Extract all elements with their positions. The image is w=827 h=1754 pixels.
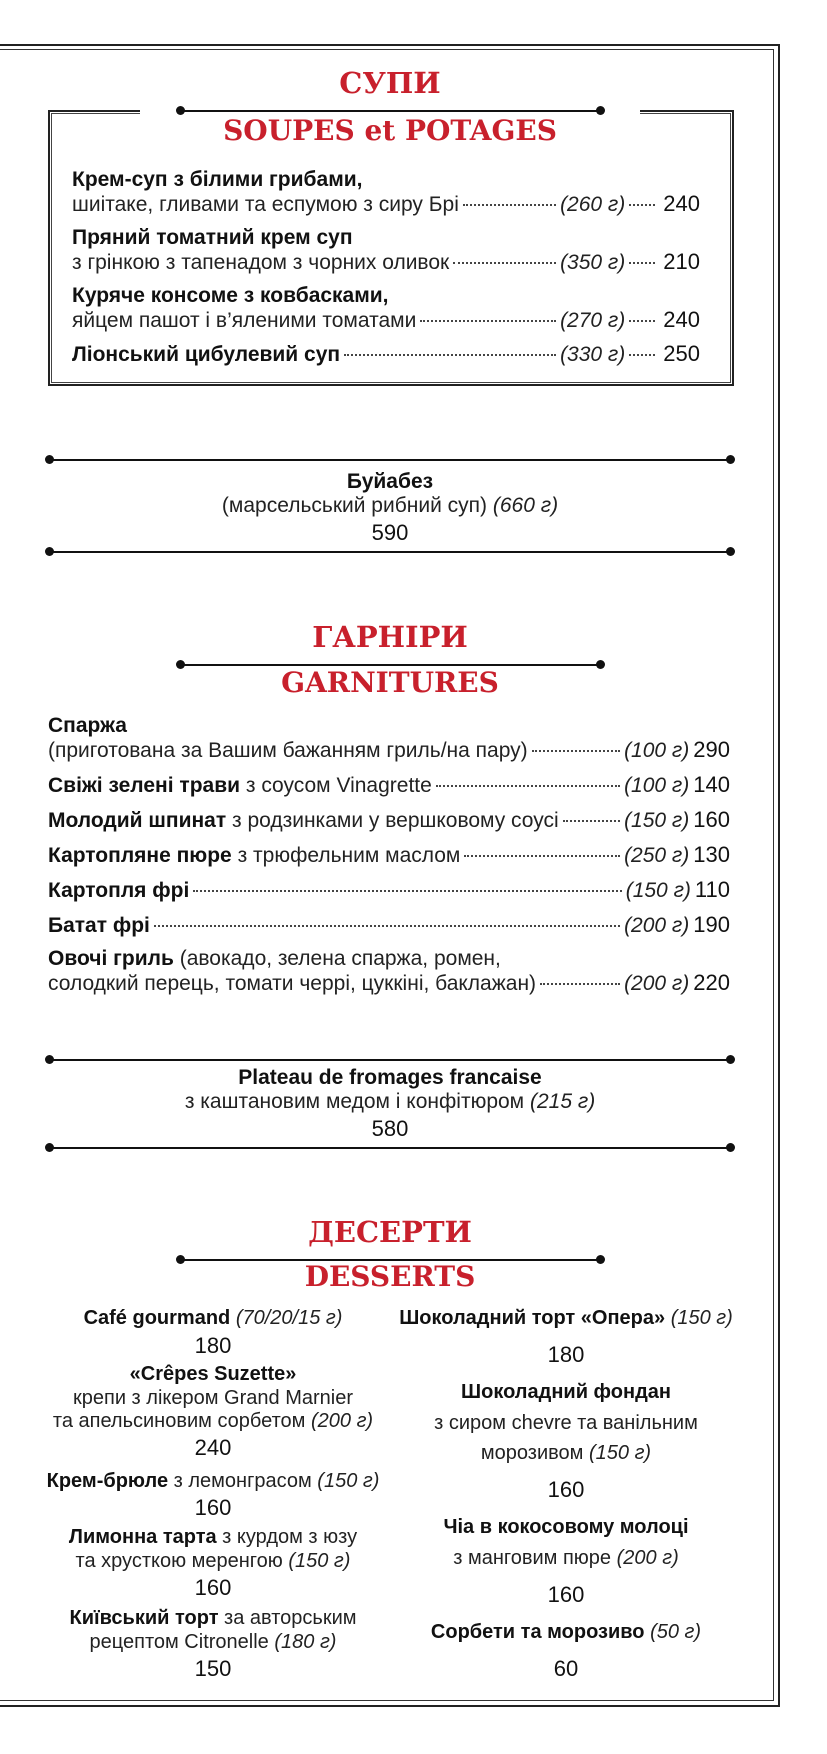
bouillabaisse-rule-bottom-dot-right — [726, 547, 735, 556]
cheese-rule-top — [48, 1059, 731, 1061]
garnish-item-weight: (200 г) — [624, 914, 690, 937]
dessert-item — [13, 1606, 413, 1630]
dessert-item — [376, 1306, 756, 1330]
garnish-item-desc: з родзинками у вершковому соусі — [226, 809, 559, 832]
garnish-item-name: Картопля фрі — [48, 879, 190, 902]
dessert-weight: (150 г) — [588, 1442, 652, 1464]
garnish-title-fr: GARNITURES — [281, 666, 499, 699]
dessert-price: 180 — [547, 1342, 585, 1367]
garnish-item-price: 190 — [693, 912, 730, 937]
dessert-desc-line — [376, 1546, 756, 1570]
garnish-item-price: 140 — [693, 772, 730, 797]
cheese-rule-top-dot-right — [726, 1055, 735, 1064]
soup-item-desc: яйцем пашот і в’яленими томатами — [72, 309, 417, 332]
garnish-item-price: 130 — [693, 842, 730, 867]
garnish-item-desc: з соусом Vinagrette — [240, 774, 432, 797]
bouillabaisse-name: Буйабез — [346, 470, 434, 493]
soup-item-price: 250 — [663, 341, 700, 366]
dessert-desc: та апельсиновим сорбетом — [52, 1410, 306, 1432]
dot-leader — [629, 262, 655, 264]
dot-leader — [463, 204, 556, 206]
dessert-weight: (180 г) — [274, 1631, 337, 1653]
garnish-item-desc2: солодкий перець, томати черрі, цуккіні, баклажан) — [48, 972, 537, 995]
garnish-item-row — [48, 971, 730, 996]
dessert-weight: (50 г) — [650, 1621, 702, 1643]
dessert-desc-line — [13, 1409, 413, 1433]
cheese-rule-bottom — [48, 1147, 731, 1149]
dessert-desc: за авторським — [218, 1607, 357, 1629]
soup-item-weight: (270 г) — [560, 309, 626, 332]
dessert-item — [13, 1362, 413, 1386]
dot-leader — [540, 983, 620, 985]
dessert-price: 160 — [194, 1575, 232, 1600]
dessert-name: Шоколадний фондан — [461, 1381, 671, 1403]
dot-leader — [344, 354, 556, 356]
cheese-weight: (215 г) — [529, 1090, 596, 1113]
dot-leader — [453, 262, 556, 264]
soup-item-row — [72, 250, 700, 275]
garnish-item-row — [48, 738, 730, 763]
garnish-item-name: Картопляне пюре — [48, 844, 232, 867]
garnish-item-price: 290 — [693, 737, 730, 762]
garnish-item-row — [48, 878, 730, 903]
garnish-item-price: 110 — [694, 877, 730, 902]
dessert-name: Київський торт — [69, 1607, 219, 1629]
cheese-name: Plateau de fromages francaise — [238, 1066, 542, 1089]
cheese-rule-bottom-dot-right — [726, 1143, 735, 1152]
dot-leader — [629, 204, 655, 206]
garnish-item-weight: (100 г) — [624, 739, 690, 762]
cheese-price: 580 — [371, 1116, 409, 1141]
dessert-desc: з лемонграсом — [168, 1470, 312, 1492]
dot-leader — [154, 925, 620, 927]
garnish-item-head — [48, 947, 501, 971]
dessert-desc: з курдом з юзу — [216, 1526, 358, 1548]
soup-item-row — [72, 308, 700, 333]
bouillabaisse-rule-top-dot-right — [726, 455, 735, 464]
dessert-desc-line — [13, 1549, 413, 1573]
garnish-title-ua: ГАРНІРИ — [312, 620, 468, 654]
garnish-item-row — [48, 843, 730, 868]
dot-leader — [420, 320, 556, 322]
soup-item-name: Крем-суп з білими грибами, — [72, 168, 363, 191]
dessert-desc-line — [13, 1630, 413, 1654]
dessert-name: Сорбети та морозиво — [430, 1621, 645, 1643]
dessert-price: 60 — [553, 1656, 579, 1681]
dessert-name: Café gourmand — [83, 1307, 231, 1329]
garnish-item-weight: (250 г) — [624, 844, 690, 867]
dessert-weight: (200 г) — [616, 1547, 679, 1569]
bouillabaisse-price: 590 — [371, 520, 409, 545]
dot-leader — [563, 820, 620, 822]
dessert-item — [13, 1525, 413, 1549]
garnish-item-desc: з трюфельним маслом — [231, 844, 461, 867]
dessert-price: 160 — [547, 1582, 585, 1607]
garnish-item-weight: (150 г) — [624, 809, 690, 832]
desserts-title-fr: DESSERTS — [304, 1260, 476, 1293]
dessert-name: Шоколадний торт «Опера» — [399, 1307, 666, 1329]
cheese-desc-line — [0, 1090, 780, 1114]
dot-leader — [436, 785, 620, 787]
dessert-price: 150 — [194, 1656, 232, 1681]
garnish-item-row — [48, 808, 730, 833]
garnish-item-weight: (200 г) — [624, 972, 690, 995]
garnish-item-weight: (100 г) — [624, 774, 690, 797]
soup-item-desc: з грінкою з тапенадом з чорних оливок — [72, 251, 450, 274]
garnish-item-desc: (авокадо, зелена спаржа, ромен, — [173, 947, 501, 970]
garnish-item-name: Батат фрі — [48, 914, 150, 937]
soups-title-rule — [180, 110, 600, 112]
dessert-desc: крепи з лікером Grand Marnier — [73, 1387, 353, 1409]
dessert-item — [376, 1380, 756, 1404]
soups-title-fr: SOUPES et POTAGES — [223, 114, 557, 147]
bouillabaisse-desc-line — [0, 494, 780, 518]
soup-item-name: Куряче консоме з ковбасками, — [72, 284, 389, 307]
dessert-desc: рецептом Citronelle — [89, 1631, 269, 1653]
dessert-desc-line — [376, 1441, 756, 1465]
soup-item-price: 240 — [663, 307, 700, 332]
dot-leader — [193, 890, 621, 892]
bouillabaisse-desc: (марсельський рибний суп) — [221, 494, 488, 517]
bouillabaisse-weight: (660 г) — [492, 494, 559, 517]
dessert-item — [13, 1306, 413, 1330]
dessert-desc: з сиром chevre та ванільним — [434, 1412, 698, 1434]
soup-item-weight: (350 г) — [560, 251, 626, 274]
soups-title-ua: СУПИ — [339, 66, 441, 100]
dot-leader — [532, 750, 620, 752]
soup-item-name: Ліонський цибулевий суп — [72, 343, 341, 366]
dessert-price: 240 — [194, 1435, 232, 1460]
dessert-item — [376, 1515, 756, 1539]
dessert-name: Чіа в кокосовому молоці — [443, 1516, 689, 1538]
dessert-name: Крем-брюле — [46, 1470, 169, 1492]
bouillabaisse-rule-bottom — [48, 551, 731, 553]
dessert-weight: (150 г) — [317, 1470, 380, 1492]
soup-item-row — [72, 342, 700, 367]
dessert-price: 160 — [194, 1495, 232, 1520]
dessert-weight: (150 г) — [670, 1307, 733, 1329]
dessert-desc: з манговим пюре — [453, 1547, 612, 1569]
garnish-item-weight: (150 г) — [625, 879, 691, 902]
garnish-item-name: Спаржа — [48, 714, 127, 737]
garnish-item-name: Свіжі зелені трави — [48, 774, 241, 797]
soup-item-weight: (330 г) — [560, 343, 626, 366]
soup-item-name: Пряний томатний крем суп — [72, 226, 353, 249]
dessert-price: 180 — [194, 1333, 232, 1358]
soup-item-price: 210 — [663, 249, 700, 274]
dessert-desc: морозивом — [480, 1442, 584, 1464]
dessert-price: 160 — [547, 1477, 585, 1502]
garnish-item-name: Молодий шпинат — [48, 809, 227, 832]
garnish-item-row — [48, 913, 730, 938]
dessert-weight: (200 г) — [310, 1410, 374, 1432]
dessert-weight: (150 г) — [288, 1550, 351, 1572]
garnish-item-price: 160 — [693, 807, 730, 832]
bouillabaisse-rule-top — [48, 459, 731, 461]
dot-leader — [464, 855, 620, 857]
desserts-title-ua: ДЕСЕРТИ — [308, 1215, 472, 1249]
garnish-item-name: Овочі гриль — [48, 947, 174, 970]
dessert-weight: (70/20/15 г) — [235, 1307, 343, 1329]
dot-leader — [629, 320, 655, 322]
garnish-item-price: 220 — [693, 970, 730, 995]
dot-leader — [629, 354, 655, 356]
dessert-name: Лимонна тарта — [68, 1526, 217, 1548]
dessert-item — [13, 1469, 413, 1493]
soup-item-price: 240 — [663, 191, 700, 216]
soup-item-weight: (260 г) — [560, 193, 626, 216]
dessert-item — [376, 1620, 756, 1644]
dessert-name: «Crêpes Suzette» — [129, 1363, 297, 1385]
soup-item-row — [72, 192, 700, 217]
soup-item-desc: шиітаке, гливами та еспумою з сиру Брі — [72, 193, 459, 216]
garnish-item-desc: (приготована за Вашим бажанням гриль/на пару) — [48, 739, 528, 762]
cheese-desc: з каштановим медом і конфітюром — [184, 1090, 525, 1113]
garnish-item-row — [48, 773, 730, 798]
dessert-desc: та хрусткою меренгою — [75, 1550, 283, 1572]
